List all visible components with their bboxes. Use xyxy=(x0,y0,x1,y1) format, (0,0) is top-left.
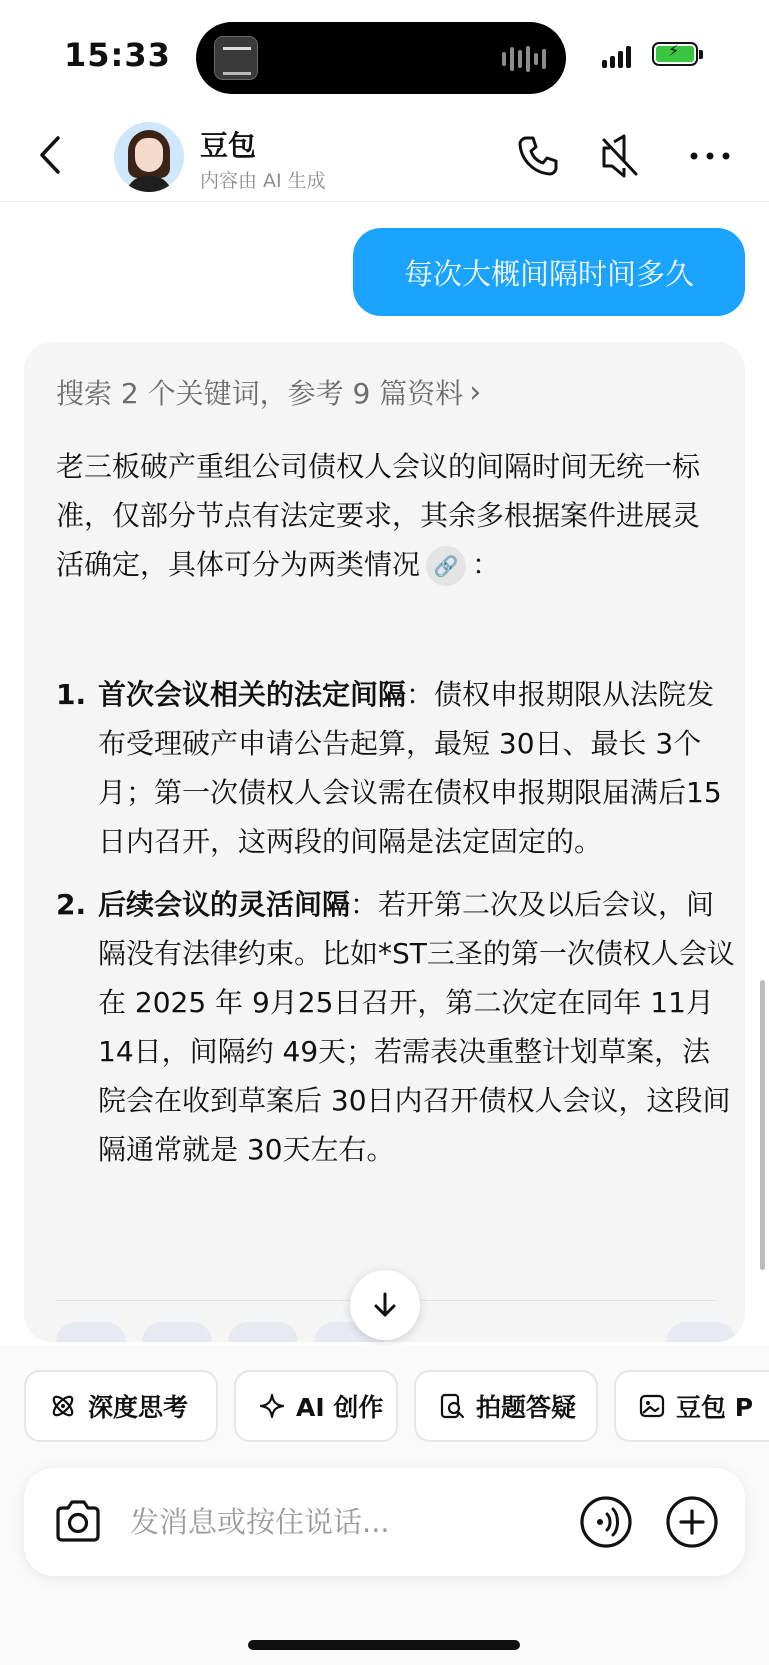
list-item xyxy=(56,670,736,866)
cellular-signal-icon xyxy=(602,42,631,68)
chat-header xyxy=(0,110,769,202)
bot-name[interactable]: 豆包 xyxy=(200,129,257,162)
copy-action-button[interactable] xyxy=(56,1322,126,1342)
list-item-number: 1. xyxy=(56,678,87,711)
dynamic-island[interactable] xyxy=(196,22,566,94)
message-input-placeholder[interactable]: 发消息或按住说话... xyxy=(130,1505,390,1539)
now-playing-artwork xyxy=(214,36,258,80)
ai-disclaimer: 内容由 AI 生成 xyxy=(200,170,326,192)
phone-icon[interactable] xyxy=(514,132,562,180)
chevron-right-icon: › xyxy=(469,374,482,410)
status-time: 15:33 xyxy=(64,36,171,74)
plus-icon[interactable] xyxy=(664,1494,720,1550)
list-item-title: 首次会议相关的法定间隔 xyxy=(98,678,407,711)
home-indicator[interactable] xyxy=(248,1640,520,1650)
search-references-link[interactable] xyxy=(56,372,481,412)
regenerate-action-button[interactable] xyxy=(228,1322,298,1342)
list-item-body: ：债权申报期限从法院发布受理破产申请公告起算，最短 30日、最长 3个月；第一次债权人会议需在债权申报期限届满后15日内召开，这两段的间隔是法定固定的。 xyxy=(98,678,722,858)
ai-create-chip[interactable] xyxy=(234,1370,398,1442)
back-arrow-icon[interactable] xyxy=(30,130,74,180)
audio-waveform-icon xyxy=(502,46,546,72)
chat-scrollbar[interactable] xyxy=(760,980,765,1270)
status-bar xyxy=(0,0,769,110)
photo-question-label: 拍题答疑 xyxy=(476,1393,577,1422)
deep-think-chip[interactable] xyxy=(24,1370,218,1442)
photo-question-chip[interactable] xyxy=(414,1370,598,1442)
list-item-title: 后续会议的灵活间隔 xyxy=(98,888,351,921)
camera-icon[interactable] xyxy=(52,1496,104,1548)
image-edit-icon xyxy=(638,1392,666,1420)
more-action-button[interactable] xyxy=(666,1322,736,1342)
list-item xyxy=(56,880,736,1174)
battery-charging-icon xyxy=(652,42,698,66)
quick-action-bar xyxy=(24,1370,769,1442)
atom-icon xyxy=(48,1391,78,1421)
ai-create-label: AI 创作 xyxy=(296,1393,384,1422)
message-input-bar[interactable] xyxy=(24,1468,745,1576)
speaker-muted-icon[interactable] xyxy=(596,132,644,180)
doubao-p-label: 豆包 P xyxy=(676,1393,754,1422)
photo-search-icon xyxy=(438,1392,466,1420)
share-action-button[interactable] xyxy=(142,1322,212,1342)
doubao-p-chip[interactable] xyxy=(614,1370,769,1442)
arrow-down-icon xyxy=(370,1290,400,1320)
answer-intro-text: 老三板破产重组公司债权人会议的间隔时间无统一标准，仅部分节点有法定要求，其余多根据案件进展灵活确定，具体可分为两类情况 xyxy=(56,450,701,581)
deep-think-label: 深度思考 xyxy=(88,1393,189,1422)
avatar[interactable] xyxy=(114,122,184,192)
answer-intro xyxy=(56,442,716,589)
answer-list xyxy=(56,670,736,1188)
user-message-bubble[interactable]: 每次大概间隔时间多久 xyxy=(353,228,745,316)
answer-intro-colon: ： xyxy=(472,548,501,581)
search-summary-text: 搜索 2 个关键词，参考 9 篇资料 xyxy=(56,377,464,410)
voice-input-icon[interactable] xyxy=(578,1494,634,1550)
more-options-icon[interactable] xyxy=(686,132,734,180)
list-item-body: ：若开第二次及以后会议，间隔没有法律约束。比如*ST三圣的第一次债权人会议在 2025 年 9月25日召开，第二次定在同年 11月14日，间隔约 49天；若需表决重整计划草案，法院会在收到草案后 30日内召开债权人会议，这段间隔通常就是 30天左右。 xyxy=(98,888,735,1166)
ai-message-card xyxy=(24,342,745,1342)
list-item-number: 2. xyxy=(56,888,87,921)
scroll-to-bottom-button[interactable] xyxy=(350,1270,420,1340)
reference-link-icon[interactable]: 🔗 xyxy=(426,546,466,586)
sparkle-icon xyxy=(258,1392,286,1420)
